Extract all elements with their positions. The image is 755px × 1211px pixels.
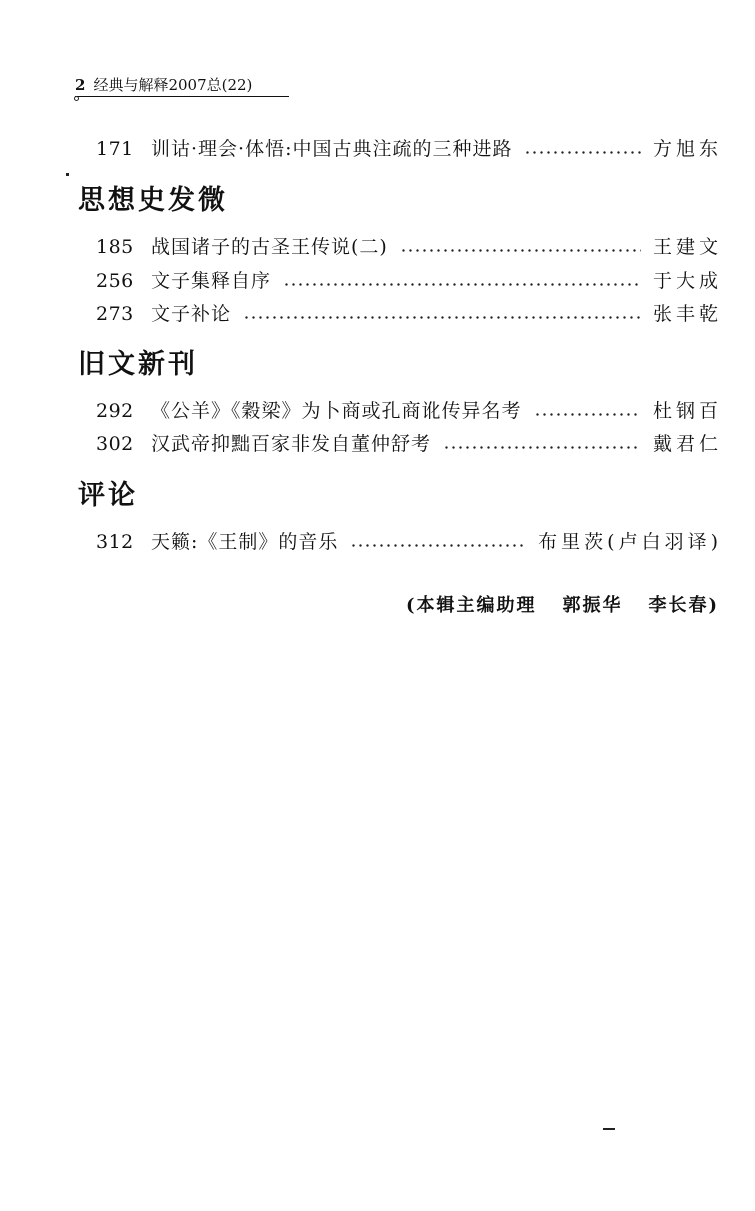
entry-author: 杜钢百: [652, 400, 722, 422]
entry-author: 布里茨(卢白羽译): [538, 531, 722, 553]
credit-close-paren: ): [708, 595, 719, 616]
credit-name-2: 李长春: [648, 595, 709, 616]
entry-page-number: 292: [96, 400, 134, 422]
dot-leader: [350, 544, 526, 547]
entry-title: 战国诸子的古圣王传说(二): [151, 236, 388, 258]
scan-speck: [66, 173, 69, 176]
toc-entry: [96, 232, 722, 262]
entry-author: 方旭东: [652, 138, 722, 160]
dot-leader: [534, 413, 641, 416]
toc-entry: [96, 299, 722, 329]
scan-speck: [74, 96, 79, 101]
toc-entry: [96, 429, 722, 459]
entry-title: 文子补论: [151, 303, 232, 325]
toc-entry: [96, 396, 722, 426]
entry-page-number: 171: [96, 138, 134, 160]
dot-leader: [283, 283, 641, 286]
dot-leader: [443, 446, 641, 449]
running-title: 经典与解释2007总(22): [93, 76, 253, 94]
scan-speck: [603, 1128, 615, 1130]
entry-author: 张丰乾: [652, 303, 722, 325]
entry-title: 文子集释自序: [151, 270, 272, 292]
section-heading-intellectual-history: 思想史发微: [78, 185, 228, 216]
section-heading-reviews: 评论: [78, 480, 138, 511]
dot-leader: [243, 316, 641, 319]
credit-name-1: 郭振华: [562, 595, 623, 616]
toc-entry: [96, 266, 722, 296]
entry-page-number: 256: [96, 270, 134, 292]
entry-author: 王建文: [652, 236, 722, 258]
dot-leader: [400, 249, 641, 252]
credit-open-paren: (: [405, 595, 417, 616]
toc-entry: [96, 527, 722, 557]
running-header: [75, 74, 289, 97]
entry-title: 汉武帝抑黜百家非发自董仲舒考: [151, 433, 432, 455]
entry-title: 天籁:《王制》的音乐: [151, 531, 339, 553]
section-heading-reprints: 旧文新刊: [78, 349, 198, 380]
entry-page-number: 312: [96, 531, 134, 553]
toc-entry: [96, 134, 722, 164]
page-number: 2: [75, 76, 86, 94]
dot-leader: [524, 151, 641, 154]
entry-title: 训诂·理会·体悟:中国古典注疏的三种进路: [151, 138, 513, 160]
entry-author: 于大成: [652, 270, 722, 292]
entry-page-number: 302: [96, 433, 134, 455]
editorial-credit: [406, 592, 719, 620]
entry-title: 《公羊》《穀梁》为卜商或孔商讹传异名考: [151, 400, 522, 422]
entry-page-number: 185: [96, 236, 134, 258]
entry-author: 戴君仁: [652, 433, 722, 455]
entry-page-number: 273: [96, 303, 134, 325]
credit-label: 本辑主编助理: [416, 595, 537, 616]
